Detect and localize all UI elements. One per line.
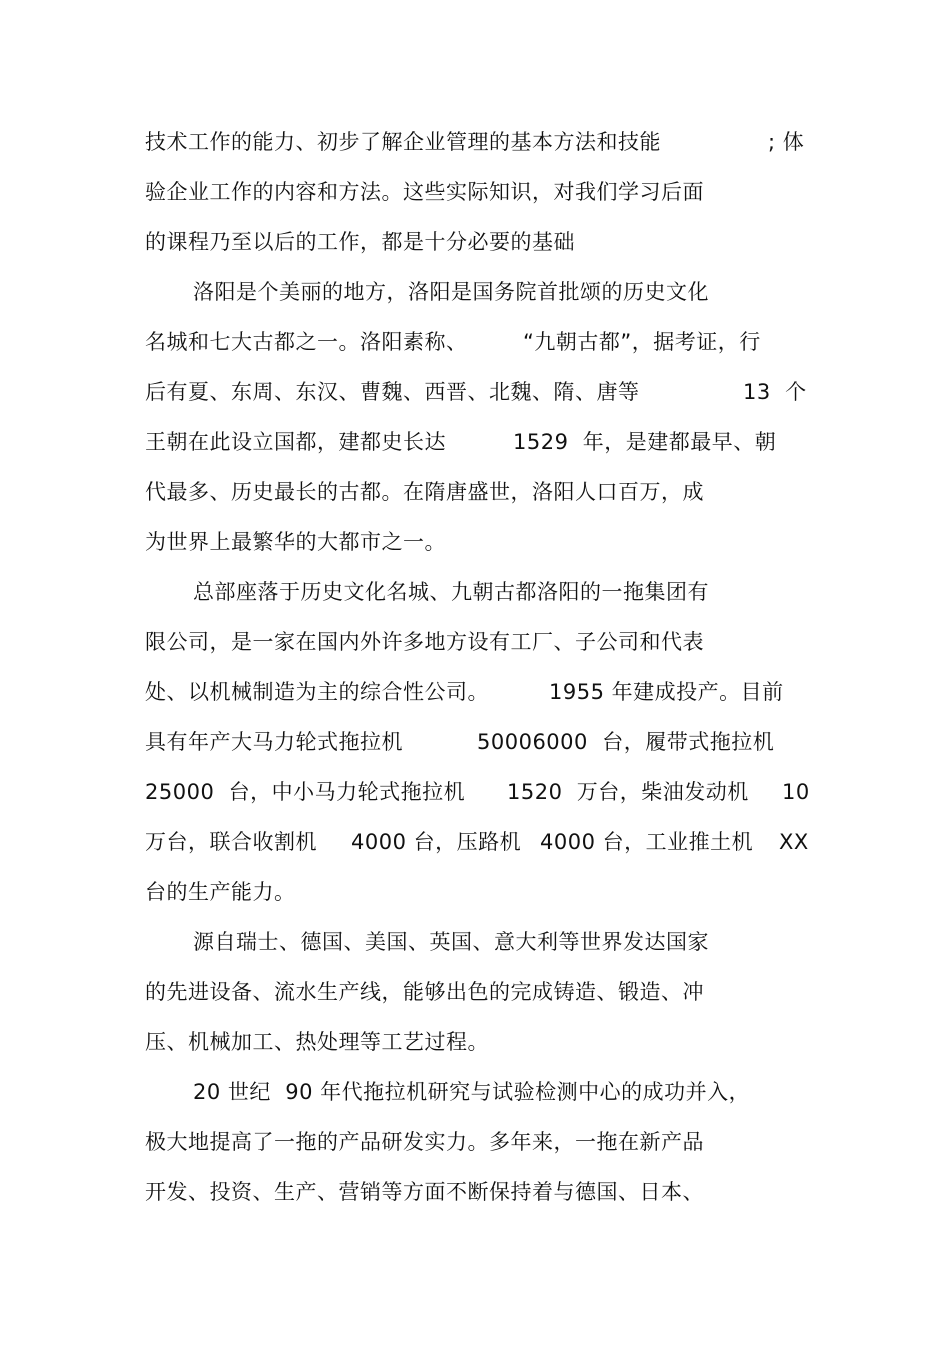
paragraph-first-line: 总部座落于历史文化名城、九朝古都洛阳的一拖集团有 — [193, 580, 709, 604]
text-line: 为世界上最繁华的大都市之一。 — [145, 530, 446, 554]
text-line — [145, 324, 761, 360]
text-segment: 50006000 台，履带式拖拉机 — [477, 730, 775, 754]
text-line — [145, 374, 807, 410]
text-segment: 4000 台，工业推土机 — [540, 830, 754, 854]
text-line — [145, 724, 775, 760]
text-line: 的课程乃至以后的工作，都是十分必要的基础 — [145, 230, 575, 254]
text-segment: 处、以机械制造为主的综合性公司。 — [145, 680, 489, 704]
text-line — [145, 774, 810, 810]
text-line: 验企业工作的内容和方法。这些实际知识，对我们学习后面 — [145, 180, 704, 204]
text-segment: 1520 万台，柴油发动机 — [507, 780, 749, 804]
text-segment: ; 体 — [768, 130, 805, 154]
text-segment: 25000 台，中小马力轮式拖拉机 — [145, 780, 466, 804]
text-segment: XX — [779, 830, 809, 854]
text-segment: 后有夏、东周、东汉、曹魏、西晋、北魏、隋、唐等 — [145, 380, 640, 404]
text-line: 的先进设备、流水生产线，能够出色的完成铸造、锻造、冲 — [145, 980, 704, 1004]
text-segment: 1529 年，是建都最早、朝 — [513, 430, 777, 454]
text-segment: 技术工作的能力、初步了解企业管理的基本方法和技能 — [145, 130, 661, 154]
text-line: 压、机械加工、热处理等工艺过程。 — [145, 1030, 489, 1054]
text-segment: 名城和七大古都之一。洛阳素称、 — [145, 330, 468, 354]
paragraph-first-line: 源自瑞士、德国、美国、英国、意大利等世界发达国家 — [193, 930, 709, 954]
text-segment: “九朝古都”，据考证，行 — [523, 330, 761, 354]
text-segment: 1955 年建成投产。目前 — [549, 680, 784, 704]
text-segment: 4000 台，压路机 — [351, 830, 522, 854]
text-line: 开发、投资、生产、营销等方面不断保持着与德国、日本、 — [145, 1180, 704, 1204]
text-line — [145, 674, 784, 710]
text-line — [145, 124, 805, 160]
text-segment: 万台，联合收割机 — [145, 830, 317, 854]
text-segment: 13 个 — [743, 380, 807, 404]
text-line — [145, 824, 809, 860]
text-line — [145, 424, 777, 460]
text-line: 限公司，是一家在国内外许多地方设有工厂、子公司和代表 — [145, 630, 704, 654]
paragraph-first-line: 20 世纪 90 年代拖拉机研究与试验检测中心的成功并入， — [193, 1080, 751, 1104]
text-line: 代最多、历史最长的古都。在隋唐盛世，洛阳人口百万，成 — [145, 480, 704, 504]
text-line: 台的生产能力。 — [145, 880, 296, 904]
text-segment: 具有年产大马力轮式拖拉机 — [145, 730, 403, 754]
paragraph-first-line: 洛阳是个美丽的地方，洛阳是国务院首批颂的历史文化 — [193, 280, 709, 304]
text-segment: 10 — [782, 780, 810, 804]
text-segment: 王朝在此设立国都，建都史长达 — [145, 430, 446, 454]
text-line: 极大地提高了一拖的产品研发实力。多年来，一拖在新产品 — [145, 1130, 704, 1154]
